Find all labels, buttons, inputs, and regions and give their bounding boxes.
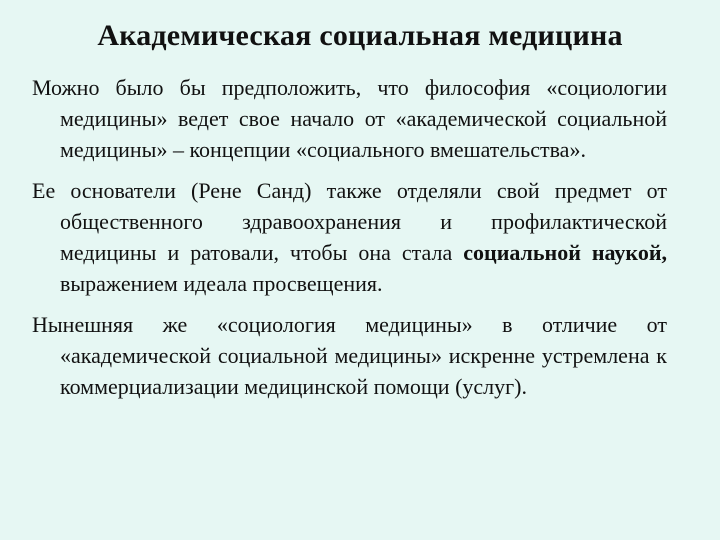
paragraph-1: Можно было бы предположить, что философия «социологии медицины» ведет свое начало от «академической социальной медицины» – концепции «социального вмешательства». [32, 75, 667, 162]
paragraph-2-text-before: Ее основатели (Рене Санд) также отделяли свой предмет от общественного здравоохранения и профилактической медицины и ратовали, чтобы она стала [32, 178, 667, 265]
paragraph-2-text-after: выражением идеала просвещения. [60, 271, 383, 296]
paragraph-2-bold-text: социальной наукой, [463, 240, 667, 265]
paragraph-3: Нынешняя же «социология медицины» в отличие от «академической социальной медицины» искренне устремлена к коммерциализации медицинской помощи (услуг). [32, 312, 667, 399]
slide-title: Академическая социальная медицина [97, 19, 623, 52]
paragraph-2 [32, 175, 667, 299]
slide-body [32, 72, 667, 412]
